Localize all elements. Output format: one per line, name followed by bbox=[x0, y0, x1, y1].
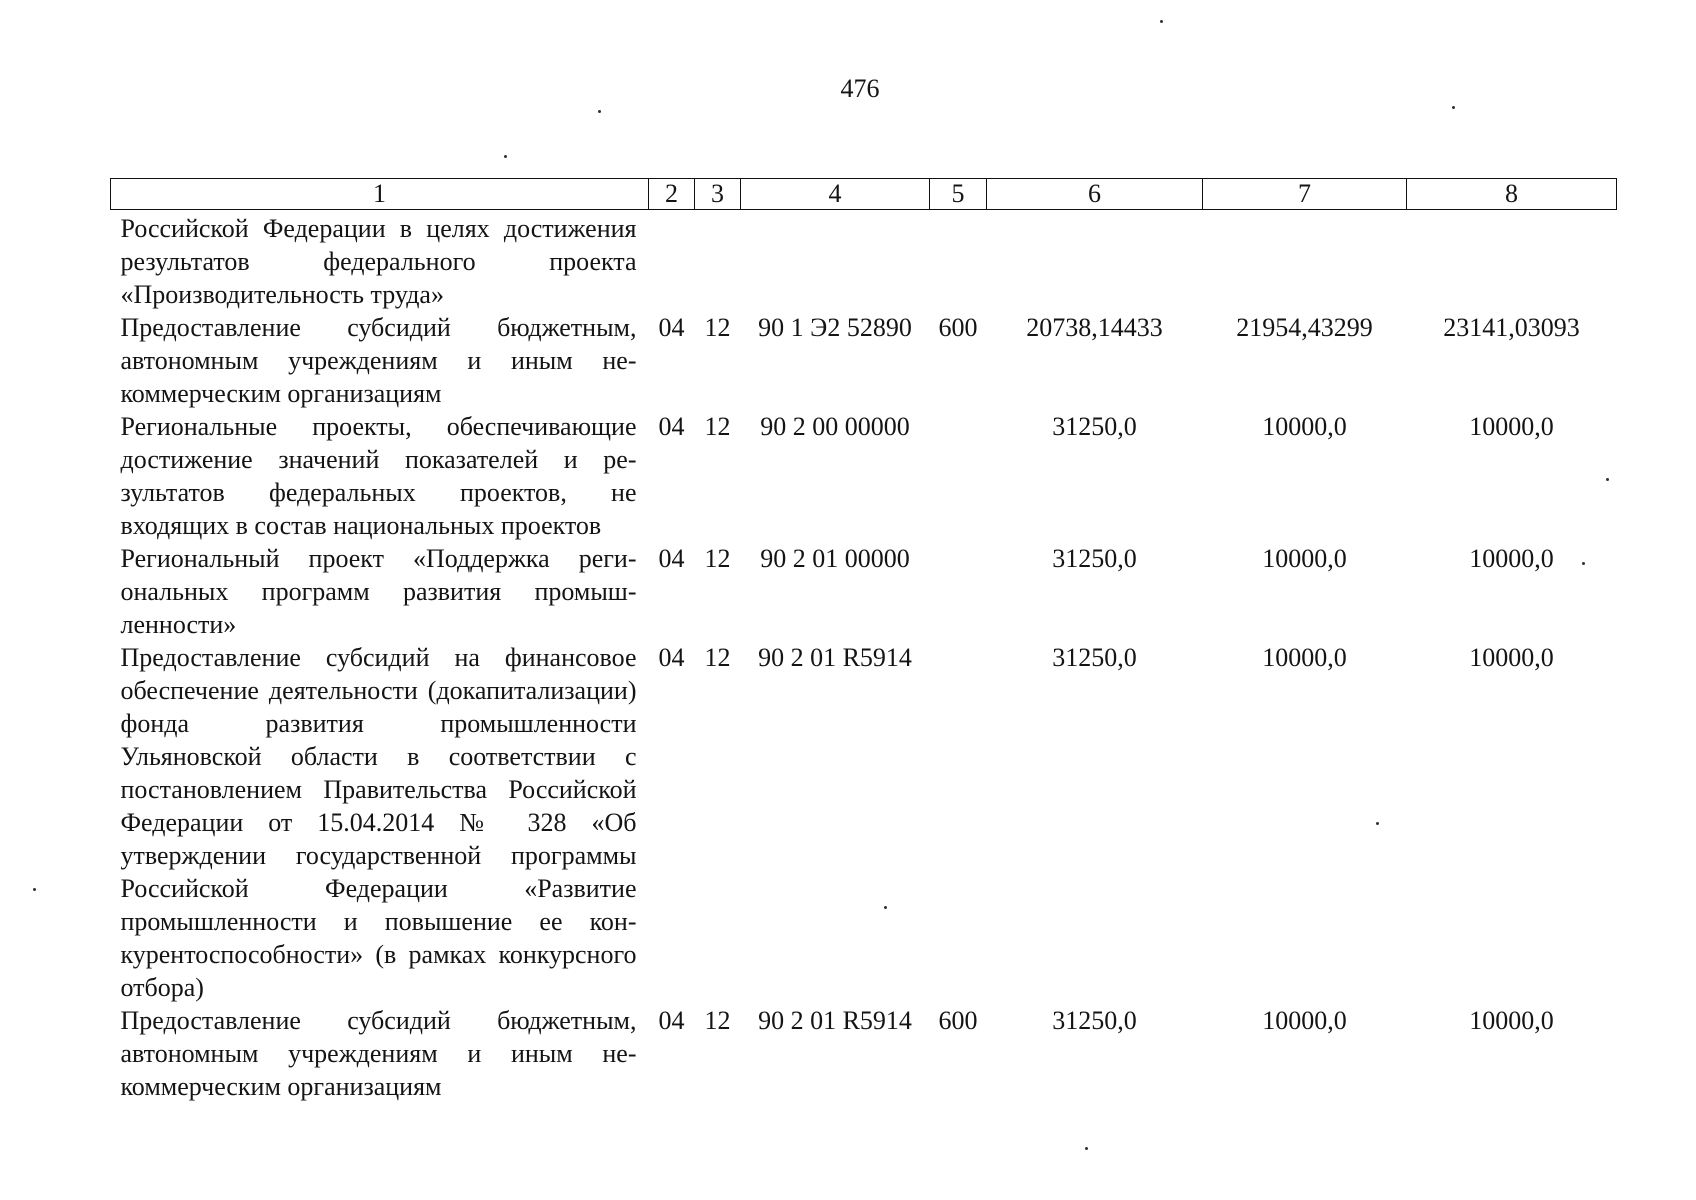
row-expense-type bbox=[930, 410, 987, 542]
row-section: 04 bbox=[658, 643, 685, 672]
row-amount-year-1 bbox=[987, 210, 1203, 312]
row-description: Предоставление субсидий на финансовое обеспечение деятельности (докапитализации) фонда развития промышленности Ульяновской области в соответствии с постановлением Правительства Российской Федерации от 15.04.2014 № 328 «Об утверждении государственной программы Российской Федерации «Развитие промышленности и повышение ее конкурентоспособности» (в рамках конкурсного отбора) bbox=[120, 643, 637, 1002]
row-amount-year-3 bbox=[1407, 210, 1617, 312]
row-expense-type bbox=[930, 641, 987, 1004]
scan-speck bbox=[504, 155, 507, 158]
row-amount-year-1: 31250,0 bbox=[1052, 1006, 1137, 1035]
row-target-article: 90 2 01 R5914 bbox=[758, 1006, 912, 1035]
row-description: Российской Федерации в целях достижения результатов федерального проекта «Производительность труда» bbox=[120, 214, 637, 309]
scan-speck bbox=[1452, 106, 1455, 109]
row-subsection: 12 bbox=[704, 412, 731, 441]
header-col-2: 2 bbox=[649, 179, 695, 210]
row-description: Региональный проект «Поддержка региональных программ развития промышленности» bbox=[120, 544, 637, 639]
scan-speck bbox=[1582, 562, 1585, 565]
table-row bbox=[111, 1004, 1617, 1103]
row-subsection: 12 bbox=[704, 313, 731, 342]
table-row bbox=[111, 210, 1617, 312]
row-target-article: 90 2 01 00000 bbox=[760, 544, 910, 573]
row-subsection: 12 bbox=[704, 643, 731, 672]
row-amount-year-2: 10000,0 bbox=[1262, 1006, 1347, 1035]
row-subsection: 12 bbox=[704, 544, 731, 573]
row-description: Предоставление субсидий бюджетным, автономным учреждениям и иным некоммерческим организациям bbox=[120, 1006, 637, 1101]
budget-table bbox=[110, 178, 1617, 1103]
row-target-article: 90 1 Э2 52890 bbox=[758, 313, 912, 342]
row-amount-year-3: 10000,0 bbox=[1469, 1006, 1554, 1035]
header-col-3: 3 bbox=[695, 179, 741, 210]
row-description: Региональные проекты, обеспечивающие достижение значений показателей и результатов федеральных проектов, не входящих в состав национальных проектов bbox=[120, 412, 637, 540]
row-amount-year-1: 31250,0 bbox=[1052, 544, 1137, 573]
row-target-article: 90 2 00 00000 bbox=[760, 412, 910, 441]
scan-speck bbox=[1160, 20, 1163, 23]
table-row bbox=[111, 311, 1617, 410]
header-col-6: 6 bbox=[987, 179, 1203, 210]
row-section: 04 bbox=[658, 544, 685, 573]
row-amount-year-3: 10000,0 bbox=[1469, 544, 1554, 573]
table-row bbox=[111, 641, 1617, 1004]
row-amount-year-2: 10000,0 bbox=[1262, 544, 1347, 573]
table-row bbox=[111, 410, 1617, 542]
row-description: Предоставление субсидий бюджетным, автономным учреждениям и иным некоммерческим организациям bbox=[120, 313, 637, 408]
header-col-7: 7 bbox=[1203, 179, 1407, 210]
row-subsection bbox=[695, 210, 741, 312]
row-target-article: 90 2 01 R5914 bbox=[758, 643, 912, 672]
row-section: 04 bbox=[658, 1006, 685, 1035]
row-target-article bbox=[741, 210, 930, 312]
row-amount-year-2: 10000,0 bbox=[1262, 412, 1347, 441]
row-amount-year-3: 10000,0 bbox=[1469, 643, 1554, 672]
header-row bbox=[111, 179, 1617, 210]
row-subsection: 12 bbox=[704, 1006, 731, 1035]
row-section bbox=[649, 210, 695, 312]
row-amount-year-3: 23141,03093 bbox=[1443, 313, 1580, 342]
row-section: 04 bbox=[658, 313, 685, 342]
scan-speck bbox=[884, 906, 887, 909]
row-amount-year-2 bbox=[1203, 210, 1407, 312]
table-row bbox=[111, 542, 1617, 641]
scan-speck bbox=[1085, 1147, 1088, 1150]
row-expense-type bbox=[930, 542, 987, 641]
row-expense-type: 600 bbox=[938, 313, 978, 342]
row-expense-type: 600 bbox=[938, 1006, 978, 1035]
row-section: 04 bbox=[658, 412, 685, 441]
row-amount-year-1: 31250,0 bbox=[1052, 643, 1137, 672]
row-amount-year-3: 10000,0 bbox=[1469, 412, 1554, 441]
row-amount-year-1: 20738,14433 bbox=[1026, 313, 1163, 342]
header-col-8: 8 bbox=[1407, 179, 1617, 210]
header-col-5: 5 bbox=[930, 179, 987, 210]
budget-table-container bbox=[110, 178, 1616, 1103]
page-number: 476 bbox=[840, 74, 880, 103]
row-amount-year-2: 21954,43299 bbox=[1236, 313, 1373, 342]
scan-speck bbox=[33, 888, 36, 891]
scan-speck bbox=[1606, 478, 1609, 481]
header-col-4: 4 bbox=[741, 179, 930, 210]
scan-speck bbox=[598, 110, 601, 113]
row-amount-year-1: 31250,0 bbox=[1052, 412, 1137, 441]
header-col-1: 1 bbox=[111, 179, 649, 210]
row-expense-type bbox=[930, 210, 987, 312]
row-amount-year-2: 10000,0 bbox=[1262, 643, 1347, 672]
scan-speck bbox=[1376, 822, 1379, 825]
